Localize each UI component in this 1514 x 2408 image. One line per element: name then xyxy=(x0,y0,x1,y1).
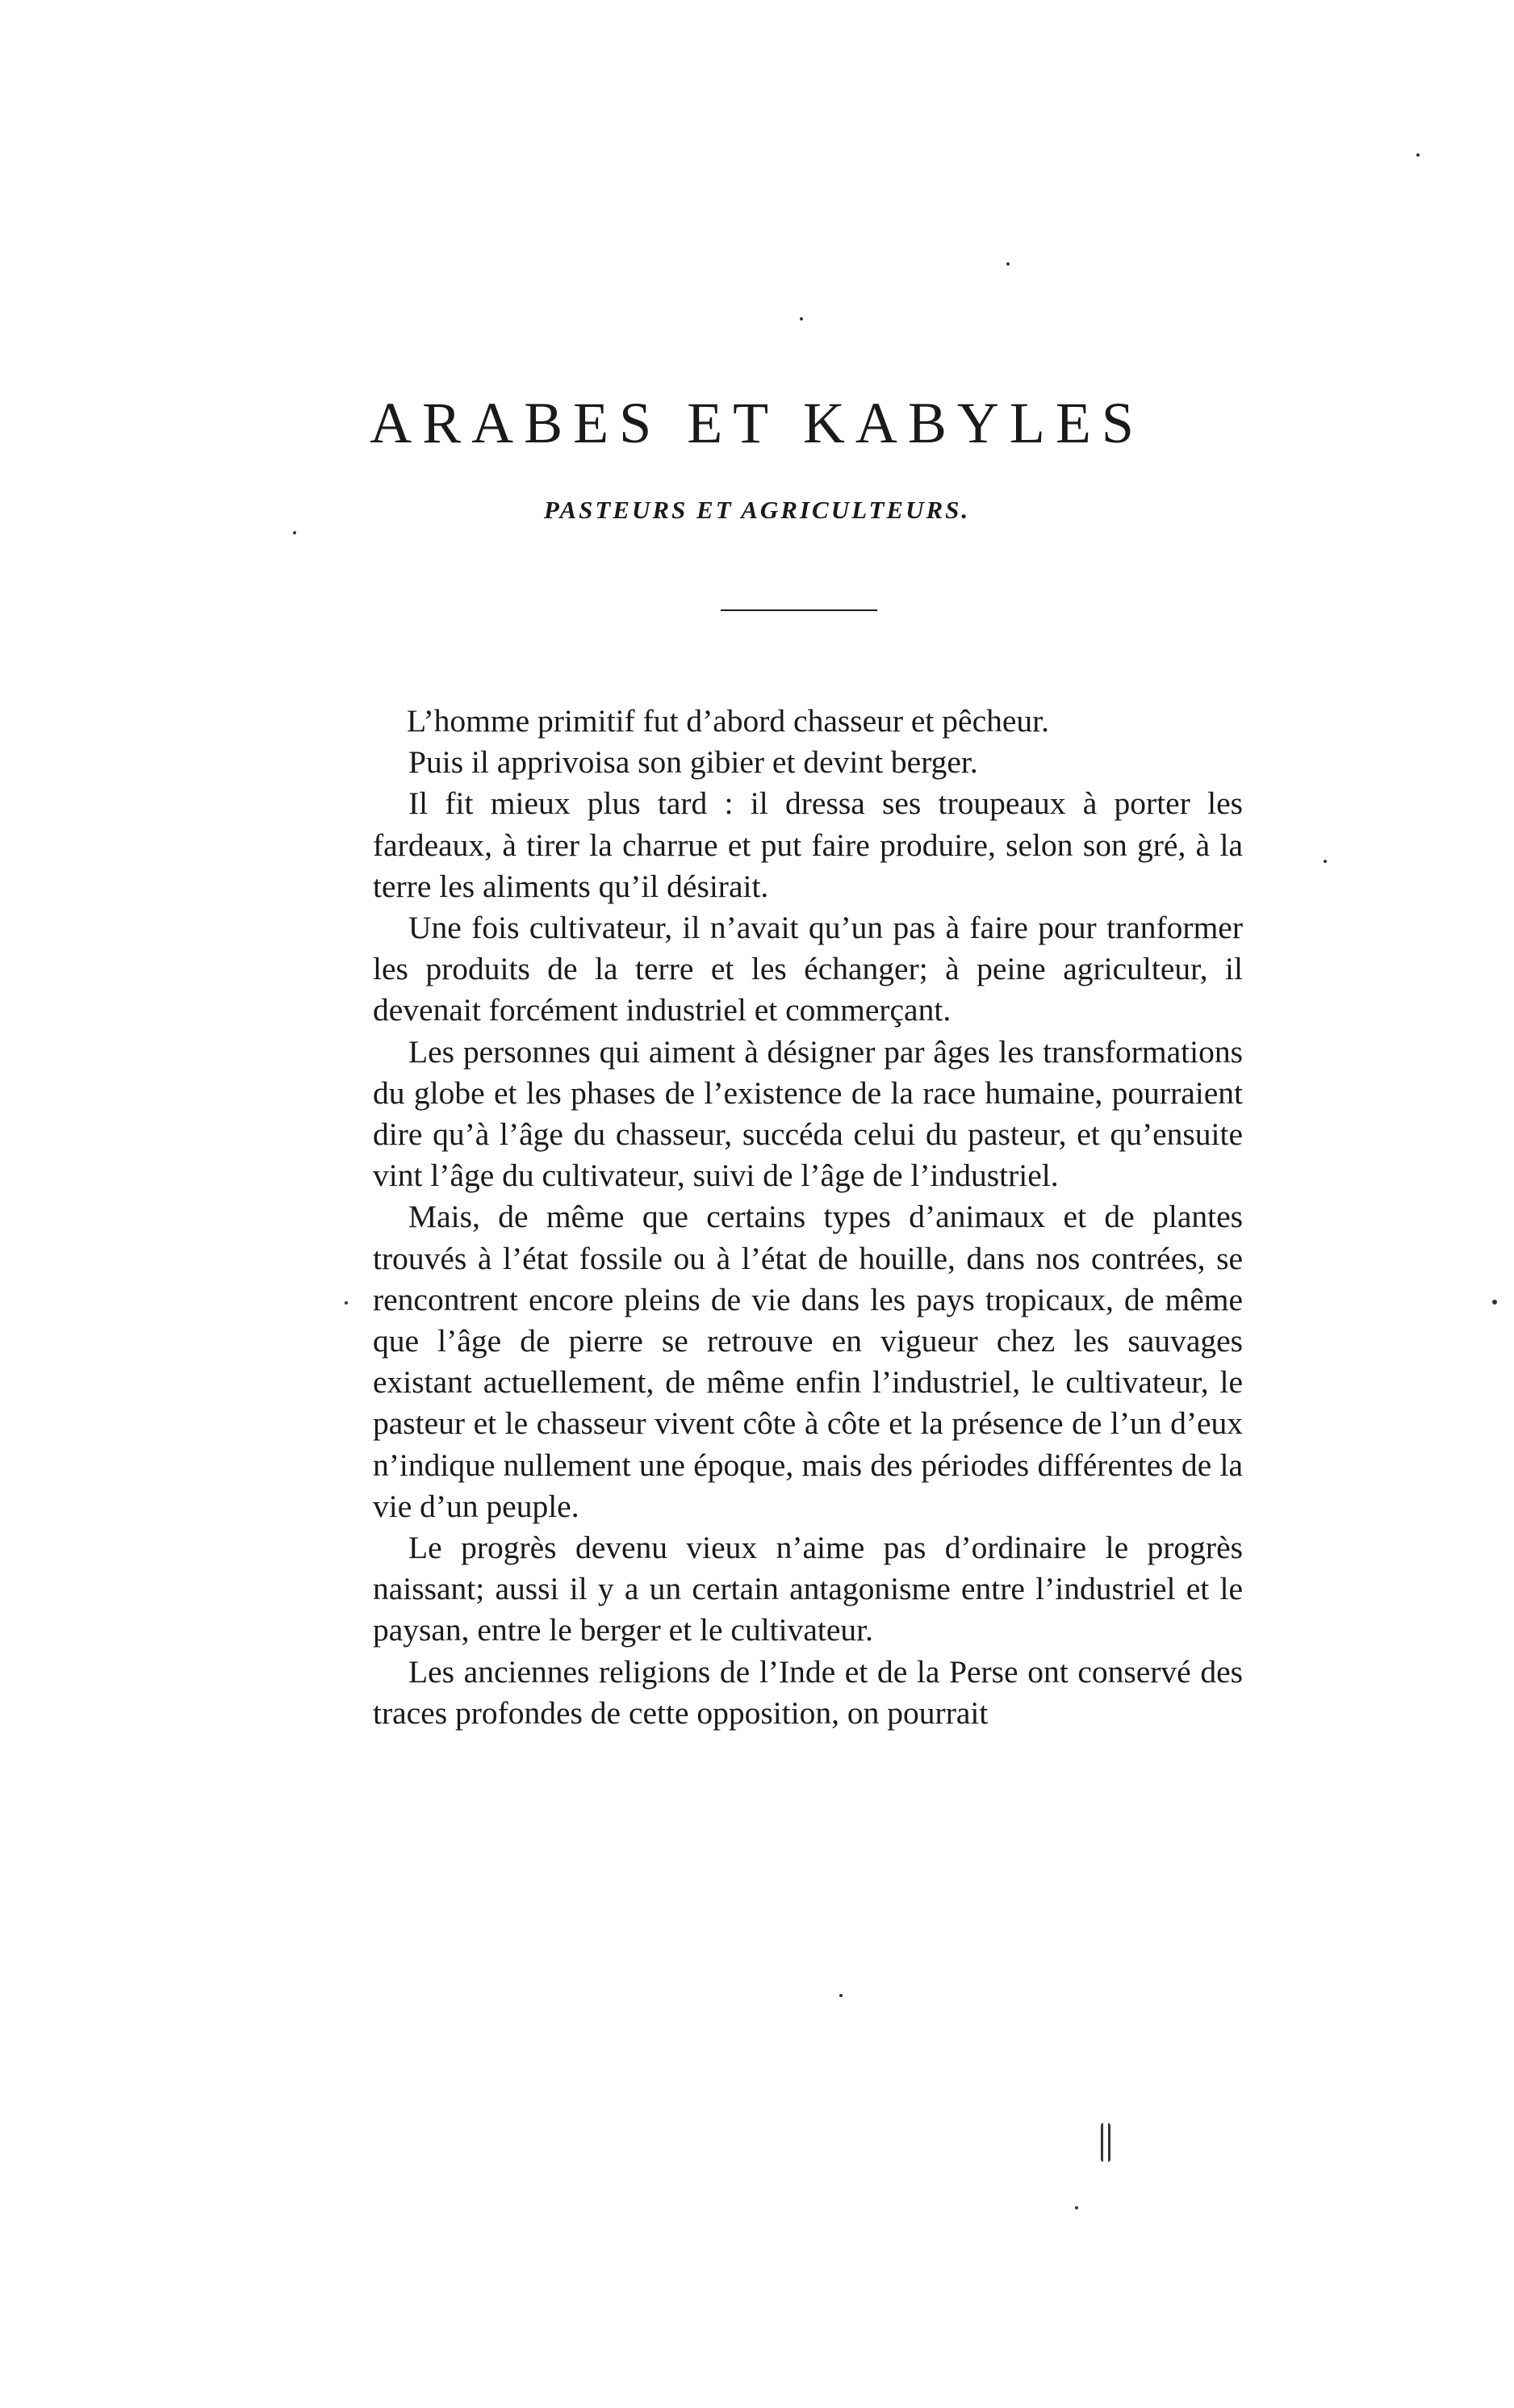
paragraph: Le progrès devenu vieux n’aime pas d’ordinaire le progrès naissant; aussi il y a un certain antagonisme entre l’industriel et le paysan, entre le berger et le cultivateur. xyxy=(373,1530,1243,1648)
scan-speck xyxy=(1324,860,1327,863)
paragraph: Puis il apprivoisa son gibier et devint berger. xyxy=(408,744,978,781)
paragraph: Les personnes qui aiment à désigner par âges les transformations du globe et les phases de l’existence de la race humaine, pourraient dire qu’à l’âge du chasseur, succéda celui du pasteur, et qu’ensuite vint l’âge du cultivateur, suivi de l’âge de l’industriel. xyxy=(373,1033,1243,1194)
paragraph: Mais, de même que certains types d’animaux et de plantes trouvés à l’état fossile ou à l’état de houille, dans nos contrées, se rencontrent encore pleins de vie dans les pays tropicaux, de même que l’âge de pierre se retrouve en vigueur chez les sauvages existant actuellement, de même enfin l’industriel, le cultivateur, le pasteur et le chasseur vivent côte à côte et la présence de l’un d’eux n’indique nullement une époque, mais des périodes différentes de la vie d’un peuple. xyxy=(373,1199,1243,1524)
paragraph: L’homme primitif fut d’abord chasseur et pêcheur. xyxy=(407,703,1049,739)
scan-speck xyxy=(1492,1300,1497,1305)
paragraph: Il fit mieux plus tard : il dressa ses troupeaux à porter les fardeaux, à tirer la charrue et put faire produire, selon son gré, à la terre les aliments qu’il désirait. xyxy=(373,785,1243,904)
scan-speck xyxy=(800,317,803,320)
scan-speck xyxy=(345,1301,348,1305)
scan-mark xyxy=(1101,2123,1110,2162)
paragraph: Les anciennes religions de l’Inde et de la Perse ont conservé des traces profondes de cette opposition, on pourrait xyxy=(373,1653,1243,1731)
scan-speck xyxy=(293,531,296,534)
body-text xyxy=(373,701,1243,1734)
page-title: ARABES ET KABYLES xyxy=(370,391,1144,455)
page-subtitle: PASTEURS ET AGRICULTEURS. xyxy=(543,496,971,524)
scan-speck xyxy=(1416,153,1420,157)
scan-speck xyxy=(1075,2206,1078,2209)
scan-speck xyxy=(1006,262,1010,266)
paragraph: Une fois cultivateur, il n’avait qu’un pas à faire pour tranformer les produits de la terre et les échanger; à peine agriculteur, il devenait forcément industriel et commerçant. xyxy=(373,910,1243,1028)
scan-speck xyxy=(839,1994,843,1997)
title-divider xyxy=(721,609,877,611)
